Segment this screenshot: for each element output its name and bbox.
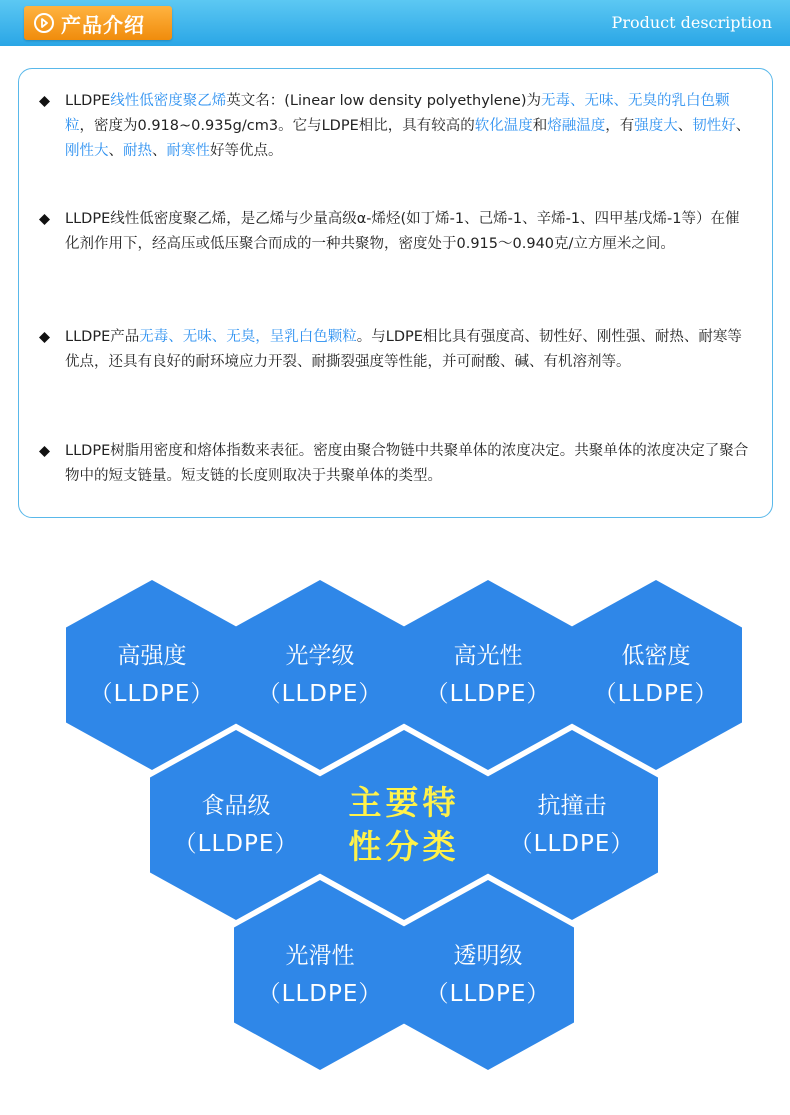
hex-feature-material: （LLDPE） [173, 831, 299, 857]
body-text: LLDPE产品 [65, 329, 140, 345]
hex-feature-material: （LLDPE） [593, 681, 719, 707]
hex-feature-material: （LLDPE） [257, 981, 383, 1007]
diamond-bullet-icon [39, 214, 50, 225]
paragraph [39, 89, 751, 164]
body-text: 好等优点。 [210, 143, 283, 159]
highlight-text: 强度大 [634, 118, 678, 134]
highlight-text: 耐热 [123, 143, 152, 159]
description-box [18, 68, 773, 518]
body-text: LLDPE [65, 93, 111, 109]
diamond-bullet-icon [39, 96, 50, 107]
body-text: 。与LDPE相比具有强度高、韧性好、刚性强、耐热、耐寒等优点，还具有良好的耐环境应力开裂、耐撕裂强度等性能，并可耐酸、碱、有机溶剂等。 [65, 329, 742, 370]
paragraph [39, 325, 751, 375]
highlight-text: 熔融温度 [547, 118, 606, 134]
hex-feature-name: 光滑性 [285, 943, 355, 969]
section-tab [24, 6, 172, 40]
hex-feature-name: 食品级 [201, 793, 271, 819]
center-title-line2: 性分类 [348, 827, 460, 866]
section-subtitle: Product description [611, 13, 772, 32]
hex-feature-name: 高光性 [453, 643, 523, 669]
body-text: ，有 [605, 118, 635, 134]
hex-feature-material: （LLDPE） [89, 681, 215, 707]
body-text: ，密度为0.918~0.935g/cm3。它与LDPE相比，具有较高的 [79, 118, 475, 134]
paragraph-text [39, 89, 751, 164]
body-text: 、 [735, 118, 751, 134]
hex-feature-name: 透明级 [453, 943, 523, 969]
diamond-bullet-icon [39, 446, 50, 457]
highlight-text: 软化温度 [474, 118, 533, 134]
hex-feature-material: （LLDPE） [257, 681, 383, 707]
body-text: 、 [677, 118, 693, 134]
body-text: LLDPE树脂用密度和熔体指数来表征。密度由聚合物链中共聚单体的浓度决定。共聚单体的浓度决定了聚合物中的短支链量。短支链的长度则取决于共聚单体的类型。 [65, 443, 749, 484]
hex-feature-name: 低密度 [621, 643, 691, 669]
paragraph [39, 207, 751, 257]
highlight-text: 无毒、无味、无臭，呈乳白色颗粒 [139, 329, 357, 345]
paragraph-text [39, 325, 751, 375]
highlight-text: 刚性大 [65, 143, 109, 159]
hex-feature-material: （LLDPE） [425, 981, 551, 1007]
hex-feature-name: 抗撞击 [537, 793, 607, 819]
center-title-line1: 主要特 [348, 783, 460, 822]
body-text: 、 [108, 143, 123, 159]
hex-feature [402, 880, 574, 1070]
diamond-bullet-icon [39, 332, 50, 343]
highlight-text: 线性低密度聚乙烯 [110, 93, 227, 109]
hex-feature-name: 高强度 [117, 643, 187, 669]
highlight-text: 韧性好 [692, 118, 736, 134]
paragraph [39, 439, 751, 489]
hex-feature-material: （LLDPE） [509, 831, 635, 857]
hex-feature [234, 880, 406, 1070]
hex-feature-material: （LLDPE） [425, 681, 551, 707]
body-text: LLDPE线性低密度聚乙烯，是乙烯与少量高级α-烯烃(如丁烯-1、己烯-1、辛烯-1、四甲基戊烯-1等）在催化剂作用下，经高压或低压聚合而成的一种共聚物，密度处于0.915～0.940克/立方厘米之间。 [65, 211, 740, 252]
feature-hexagon-grid [0, 560, 790, 1115]
paragraph-text [39, 207, 751, 257]
body-text: 英文名：(Linear low density polyethylene)为 [226, 93, 541, 109]
highlight-text: 无毒、无味、无臭的乳白色颗粒 [65, 93, 730, 134]
body-text: 和 [532, 118, 548, 134]
highlight-text: 耐寒性 [166, 143, 210, 159]
hex-feature-name: 光学级 [285, 643, 355, 669]
section-title: 产品介绍 [61, 12, 145, 37]
body-text: 、 [152, 143, 167, 159]
paragraph-text [39, 439, 751, 489]
header-bar [0, 0, 790, 46]
play-circle-icon [34, 13, 54, 33]
